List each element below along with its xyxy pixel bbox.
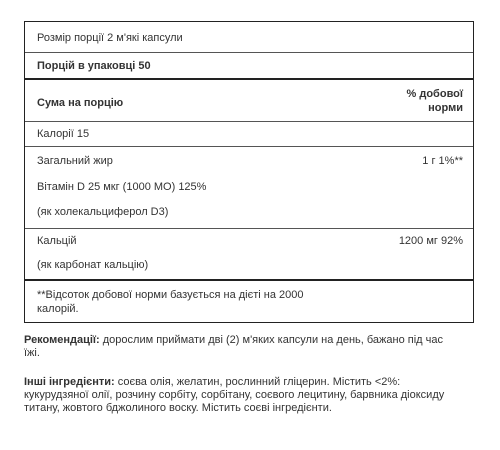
supplement-facts-panel bbox=[24, 21, 474, 323]
total-fat-value: 1 г 1%** bbox=[422, 155, 463, 167]
divider-thick bbox=[25, 279, 473, 281]
ingredients-text-line1: соєва олія, желатин, рослинний гліцерин. Містить <2%: bbox=[114, 376, 401, 388]
ingredients-text-line2: кукурудзяної олії, розчину сорбіту, сорбітану, соєвого лецитину, барвника діоксиду bbox=[24, 389, 445, 401]
ingredients-text-line3: титану, жовтого бджолиного воску. Містить соєві інгредієнти. bbox=[24, 402, 332, 414]
calcium-value: 1200 мг 92% bbox=[398, 235, 463, 247]
recommendations-label: Рекомендації: bbox=[24, 334, 100, 346]
calories: Калорії 15 bbox=[37, 128, 90, 140]
total-fat-label: Загальний жир bbox=[37, 155, 113, 167]
footnote bbox=[37, 288, 303, 316]
vitamin-d: Вітамін D 25 мкг (1000 МО) 125% bbox=[37, 181, 207, 193]
divider bbox=[25, 121, 473, 122]
divider bbox=[25, 228, 473, 229]
daily-value-header-line2: норми bbox=[428, 102, 463, 114]
recommendations-text-line1: дорослим приймати дві (2) м'яких капсули на день, бажано під час bbox=[99, 334, 443, 346]
footnote-line2: калорій. bbox=[37, 303, 79, 315]
footnote-line1: **Відсоток добової норми базується на дієті на 2000 bbox=[37, 289, 304, 301]
other-ingredients bbox=[24, 376, 476, 415]
divider-thick bbox=[25, 78, 473, 80]
recommendations-text-line2: їжі. bbox=[24, 347, 40, 359]
divider bbox=[25, 146, 473, 147]
vitamin-d-note: (як холекальциферол D3) bbox=[37, 206, 169, 218]
ingredients-label: Інші інгредієнти: bbox=[24, 376, 115, 388]
daily-value-header-line1: % добової bbox=[406, 88, 463, 100]
divider bbox=[25, 52, 473, 53]
calcium-label: Кальцій bbox=[37, 235, 77, 247]
amount-per-serving: Сума на порцію bbox=[37, 97, 124, 109]
daily-value-header bbox=[407, 87, 463, 115]
servings-per-container: Порцій в упаковці 50 bbox=[37, 60, 151, 72]
calcium-note: (як карбонат кальцію) bbox=[37, 259, 149, 271]
recommendations bbox=[24, 334, 476, 360]
serving-size: Розмір порції 2 м'які капсули bbox=[37, 32, 183, 44]
